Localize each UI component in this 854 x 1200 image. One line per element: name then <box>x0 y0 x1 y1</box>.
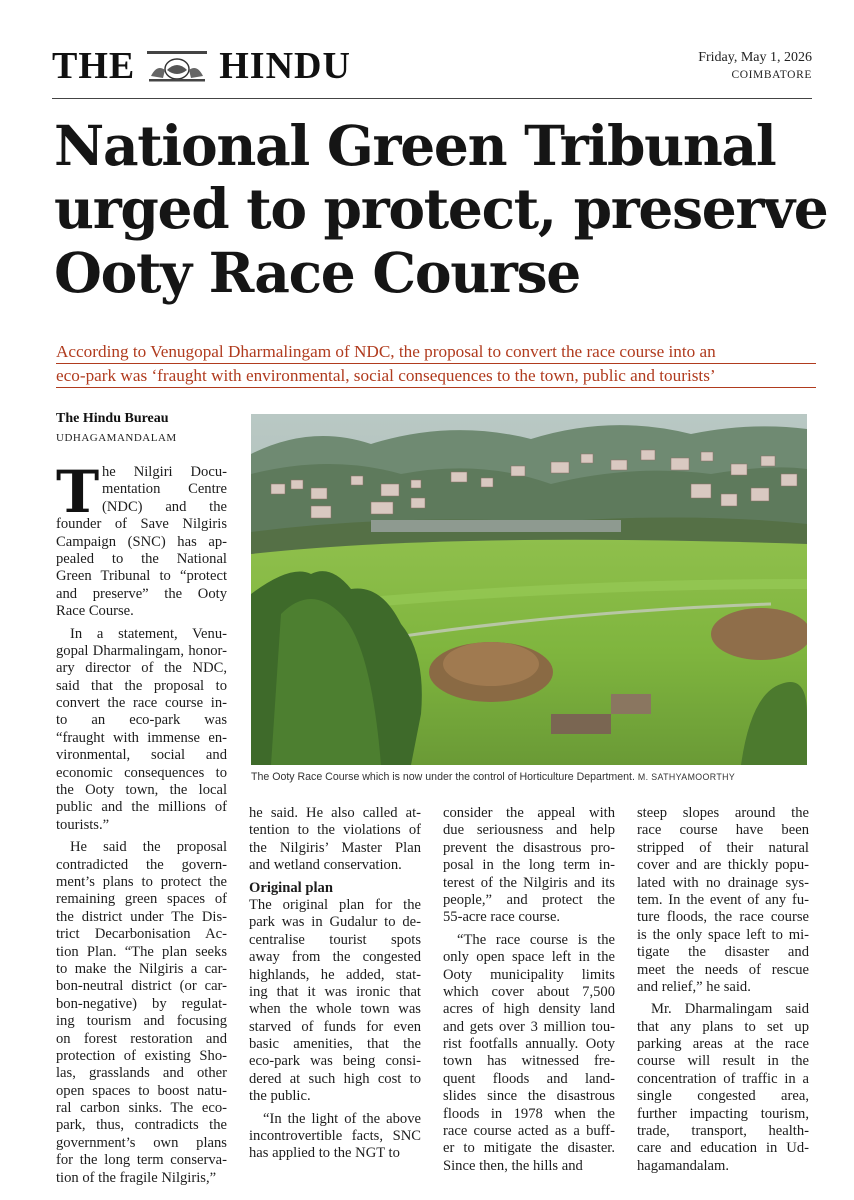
body-line: single congested area, <box>637 1088 809 1105</box>
article-photo <box>251 414 807 765</box>
body-line: dered at such high cost to <box>249 1070 421 1087</box>
dateline-place: UDHAGAMANDALAM <box>56 432 177 444</box>
body-line: people,” and protect the <box>443 891 615 908</box>
body-line: for the long term conserva- <box>56 1152 227 1169</box>
body-line: er to mitigate the disaster. <box>443 1140 615 1157</box>
edition-city: COIMBATORE <box>731 69 812 81</box>
body-line: “In the light of the above <box>263 1110 421 1127</box>
body-line: quent floods and land- <box>443 1070 615 1087</box>
body-line: that any plans to set up <box>637 1018 809 1035</box>
masthead <box>52 46 812 100</box>
body-line: and gets over 3 million tou- <box>443 1018 615 1035</box>
subheading: Original plan <box>249 879 333 896</box>
body-line: ing that it was ironic that <box>249 983 421 1000</box>
crest-emblem-icon <box>145 48 209 84</box>
body-line: tourists.” <box>56 816 110 833</box>
body-line: to make the Nilgiris a car- <box>56 960 227 977</box>
body-line: incontrovertible facts, SNC <box>249 1128 421 1145</box>
body-line: said that the proposal to <box>56 677 227 694</box>
body-line: consider the appeal with <box>443 805 615 821</box>
body-line: course will result in the <box>637 1053 809 1070</box>
body-line: Ooty municipality limits <box>443 966 615 983</box>
body-line: mentation Centre <box>102 481 227 498</box>
body-line: trict Decarbonisation Ac- <box>56 926 227 943</box>
body-line: slides since the disastrous <box>443 1088 615 1105</box>
body-line: government’s own plans <box>56 1134 227 1151</box>
headline-line: National Green Tribunal <box>54 113 776 178</box>
body-line: lated with no drainage sys- <box>637 874 809 891</box>
body-line: which cover about 7,500 <box>443 983 615 1000</box>
body-line: the Ooty town, the local <box>56 782 227 799</box>
byline <box>56 411 177 444</box>
body-line: due seriousness and help <box>443 822 615 839</box>
body-column-1 <box>56 458 227 1187</box>
body-line: park, thus, contradicts the <box>56 1117 227 1134</box>
body-line: ment’s plans to protect the <box>56 873 227 890</box>
body-line: he said. He also called at- <box>249 805 421 821</box>
photo-caption <box>251 771 811 783</box>
body-line: race course have been <box>637 822 809 839</box>
body-line: tion of the fragile Nilgiris,” <box>56 1169 217 1186</box>
headline-line: Ooty Race Course <box>54 239 580 305</box>
body-line: public and the millions of <box>56 799 227 816</box>
deck-line: According to Venugopal Dharmalingam of NDC, the proposal to convert the race course into an <box>56 340 816 364</box>
body-line: “The race course is the <box>457 931 615 948</box>
body-line: Race Course. <box>56 603 134 620</box>
body-line: open spaces to boost natu- <box>56 1082 227 1099</box>
body-line: to an eco-park was <box>56 712 227 729</box>
headline <box>54 113 828 305</box>
body-line: posal in the long term in- <box>443 857 615 874</box>
body-line: ral carbon sinks. The eco- <box>56 1100 227 1117</box>
body-line: (NDC) and the <box>102 498 227 515</box>
body-line: and relief,” he said. <box>637 978 751 995</box>
body-line: protection of existing Sho- <box>56 1047 227 1064</box>
body-line: bon-neutral district (or car- <box>56 978 227 995</box>
body-line: centralise tourist spots <box>249 931 421 948</box>
body-line: cover and are thickly popu- <box>637 857 809 874</box>
body-line: tention to the violations of <box>249 822 421 839</box>
body-line: tion Plan. “The plan seeks <box>56 943 227 960</box>
body-line: tigate the disaster and <box>637 944 809 961</box>
body-line: Green Tribunal to “protect <box>56 568 227 585</box>
body-line: Campaign (SNC) has ap- <box>56 533 227 550</box>
body-line: basic amenities, that the <box>249 1036 421 1053</box>
body-line: race course acted as a buff- <box>443 1123 615 1140</box>
body-line: trade, transport, health- <box>637 1123 809 1140</box>
body-line: concentration of traffic in a <box>637 1070 809 1087</box>
body-line: has applied to the NGT to <box>249 1145 400 1162</box>
body-line: highlands, he added, stat- <box>249 966 421 983</box>
body-line: floods in 1978 when the <box>443 1105 615 1122</box>
headline-line: urged to protect, preserve <box>54 176 828 242</box>
drop-cap: T <box>56 458 100 526</box>
body-line: care and education in Ud- <box>637 1140 809 1157</box>
body-line: when the whole town was <box>249 1001 421 1018</box>
body-line: and preserve” the Ooty <box>56 585 227 602</box>
body-column-3 <box>443 805 615 1175</box>
body-line: eco-park was being consi- <box>249 1053 421 1070</box>
body-line: bon-negative) by regulat- <box>56 995 227 1012</box>
body-column-4 <box>637 805 809 1175</box>
body-line: las, grasslands and other <box>56 1065 227 1082</box>
body-line: He said the proposal <box>70 839 227 856</box>
body-line: remaining green spaces of <box>56 891 227 908</box>
body-line: the district under The Dis- <box>56 908 227 925</box>
body-line: economic consequences to <box>56 764 227 781</box>
body-line: parking areas at the race <box>637 1036 809 1053</box>
subheadline-deck <box>56 340 816 388</box>
body-line: 55-acre race course. <box>443 909 561 926</box>
body-line: meet the needs of rescue <box>637 961 809 978</box>
body-line: on forest restoration and <box>56 1030 227 1047</box>
body-line: ing tourism and focusing <box>56 1013 227 1030</box>
issue-date: Friday, May 1, 2026 <box>698 50 812 65</box>
body-line: rist footfalls annually. Ooty <box>443 1036 615 1053</box>
author: The Hindu Bureau <box>56 411 169 426</box>
masthead-divider <box>52 98 812 99</box>
body-line: ture floods, the race course <box>637 909 809 926</box>
body-line: “fraught with immense en- <box>56 729 227 746</box>
body-line: ary director of the NDC, <box>56 660 227 677</box>
body-line: he Nilgiri Docu- <box>102 464 227 480</box>
body-line: park was in Gudalur to de- <box>249 914 421 931</box>
body-column-2 <box>249 805 421 1163</box>
logo-word-hindu: HINDU <box>219 45 351 87</box>
body-line: and wetland conservation. <box>249 857 402 874</box>
body-line: The original plan for the <box>249 896 421 913</box>
body-line: the public. <box>249 1088 311 1105</box>
body-line: starved of funds for even <box>249 1018 421 1035</box>
body-line: Mr. Dharmalingam said <box>651 1001 809 1018</box>
caption-text: The Ooty Race Course which is now under the control of Horticulture Department. <box>251 771 635 783</box>
dateline-block <box>698 50 812 81</box>
body-line: steep slopes around the <box>637 805 809 821</box>
body-line: prevent the disastrous pro- <box>443 839 615 856</box>
body-line: founder of Save Nilgiris <box>56 516 227 533</box>
body-line: tem. In the event of any fu- <box>637 891 809 908</box>
body-line: acres of high density land <box>443 1001 615 1018</box>
body-line: vironmental, social and <box>56 747 227 764</box>
body-line: away from the congested <box>249 949 421 966</box>
body-line: pealed to the National <box>56 550 227 567</box>
body-line: gopal Dharmalingam, honor- <box>56 642 227 659</box>
body-line: the Nilgiris’ Master Plan <box>249 839 421 856</box>
deck-line: eco-park was ‘fraught with environmental, social consequences to the town, public and tourists’ <box>56 364 816 388</box>
body-line: In a statement, Venu- <box>70 625 227 642</box>
newspaper-logo <box>52 46 351 86</box>
body-line: Since then, the hills and <box>443 1157 583 1174</box>
body-line: town has witnessed fre- <box>443 1053 615 1070</box>
body-line: only open space left in the <box>443 949 615 966</box>
body-line: contradicted the govern- <box>56 856 227 873</box>
body-line: further impacting tourism, <box>637 1105 809 1122</box>
body-line: convert the race course in- <box>56 695 227 712</box>
photo-credit: M. SATHYAMOORTHY <box>637 772 736 782</box>
logo-word-the: THE <box>52 45 136 87</box>
body-line: terest of the Nilgiris and its <box>443 874 615 891</box>
body-line: is the only space left to mi- <box>637 926 809 943</box>
body-line: stripped of their natural <box>637 839 809 856</box>
body-line: hagamandalam. <box>637 1157 729 1174</box>
